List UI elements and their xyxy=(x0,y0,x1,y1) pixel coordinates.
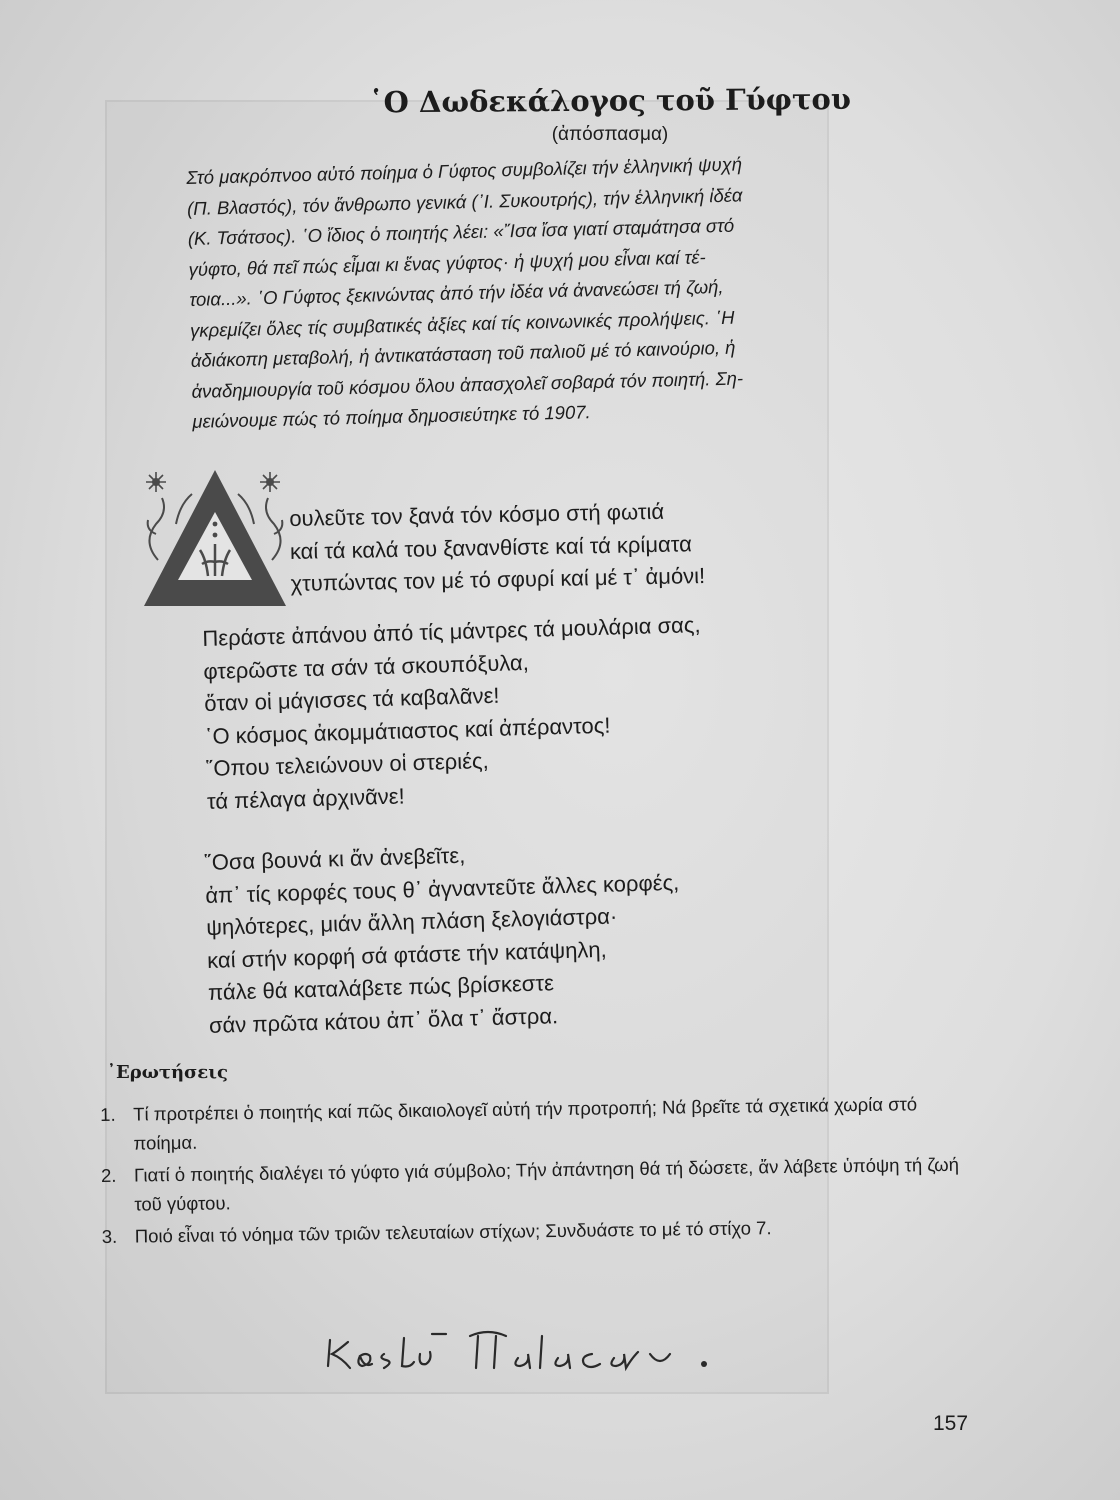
poem-line: ῾Ο κόσμος ἀκομμάτιαστος καί ἀπέραντος! xyxy=(204,712,611,749)
question-text: Ποιό εἶναι τό νόημα τῶν τριῶν τελευταίων στίχων; Συνδυάστε το μέ τό στίχο 7. xyxy=(134,1217,772,1247)
question-text: Γιατί ὁ ποιητής διαλέγει τό γύφτο γιά σύμβολο; Τήν ἀπάντηση θά τή δώσετε, ἄν λάβετε ὑπόψη τή ζωή τοῦ γύφτου. xyxy=(133,1153,960,1215)
questions-list xyxy=(100,1088,982,1254)
intro-line: ἀδιάκοπη μεταβολή, ἡ ἀντικατάσταση τοῦ παλιοῦ μέ τό καινούριο, ἡ xyxy=(190,336,736,371)
question-number: 3. xyxy=(101,1225,118,1247)
intro-line: Στό μακρόπνοο αὐτό ποίημα ὁ Γύφτος συμβολίζει τήν ἑλληνική ψυχή xyxy=(186,153,743,188)
poem-line: πάλε θά καταλάβετε πώς βρίσκεστε xyxy=(207,970,555,1006)
poem-stanza-2 xyxy=(202,598,1107,819)
intro-paragraph xyxy=(186,144,962,437)
questions-heading: ᾿Ερωτήσεις xyxy=(107,1062,228,1083)
poem-line: Περάστε ἀπάνου ἀπό τίς μάντρες τά μουλάρια σας, xyxy=(202,612,701,651)
poem-line: καί στήν κορφή σά φτάστε τήν κατάψηλη, xyxy=(206,936,608,973)
intro-line: γύφτο, θά πεῖ πώς εἶμαι κι ἕνας γύφτος· ἡ ψυχή μου εἶναι καί τέ- xyxy=(188,245,706,280)
question-number: 2. xyxy=(100,1164,117,1186)
intro-line: (Κ. Τσάτσος). ῾Ο ἴδιος ὁ ποιητής λέει: «῎Ισα ἴσα γιατί σταμάτησα στό xyxy=(187,214,735,249)
intro-line: μειώνουμε πώς τό ποίημα δημοσιεύτηκε τό 1907. xyxy=(192,401,591,432)
intro-line: (Π. Βλαστός), τόν ἄνθρωπο γενικά (᾿Ι. Συκουτρής), τήν ἑλληνική ἰδέα xyxy=(186,183,743,219)
poem-line: σάν πρῶτα κάτου ἀπ᾿ ὅλα τ᾿ ἄστρα. xyxy=(208,1003,559,1038)
page-number: 157 xyxy=(933,1412,969,1435)
page-title: ῾Ο Δωδεκάλογος τοῦ Γύφτου xyxy=(368,81,852,120)
poem-line: τά πέλαγα ἀρχινᾶνε! xyxy=(206,783,405,814)
question-text: Τί προτρέπει ὁ ποιητής καί πῶς δικαιολογεῖ αὐτή τήν προτροπή; Νά βρεῖτε τά σχετικά χωρία στό ποίημα. xyxy=(133,1093,918,1154)
poem-line: ψηλότερες, μιάν ἄλλη πλάση ξελογιάστρα· xyxy=(205,903,618,941)
poem-line: ἀπ᾿ τίς κορφές τους θ᾿ ἀγναντεῦτε ἄλλες κορφές, xyxy=(204,869,680,908)
poem-line: ῞Οσα βουνά κι ἄν ἀνεβεῖτε, xyxy=(204,842,466,875)
poem-line: ῞Οπου τελειώνουν οἱ στεριές, xyxy=(205,748,489,782)
poem-line: ουλεῦτε τον ξανά τόν κόσμο στή φωτιά xyxy=(289,498,665,531)
question-item xyxy=(101,1149,982,1219)
intro-line: ἀναδημιουργία τοῦ κόσμου ὅλου ἀπασχολεῖ σοβαρά τόν ποιητή. Ση- xyxy=(191,366,744,402)
handwritten-signature xyxy=(320,1318,780,1378)
poem-line: χτυπώντας τον μέ τό σφυρί καί μέ τ᾿ ἀμόνι! xyxy=(290,563,706,597)
poem-stanza-1 xyxy=(289,486,1120,601)
intro-line: τοια...». ῾Ο Γύφτος ξεκινώντας ἀπό τήν ἰδέα νά ἀνανεώσει τή ζωή, xyxy=(189,275,724,310)
question-item xyxy=(100,1088,981,1158)
question-number: 1. xyxy=(100,1103,116,1125)
page-subtitle: (ἀπόσπασμα) xyxy=(551,124,669,145)
delta-dropcap-ornament-icon xyxy=(140,464,290,609)
intro-line: γκρεμίζει ὅλες τίς συμβατικές ἀξίες καί τίς κοινωνικές προλήψεις. ῾Η xyxy=(189,306,735,341)
poem-stanza-3 xyxy=(204,822,1109,1043)
poem-line: ὅταν οἱ μάγισσες τά καβαλᾶνε! xyxy=(203,682,500,717)
poem-line: καί τά καλά του ξανανθίστε καί τά κρίματα xyxy=(289,530,693,564)
poem-line: φτερῶστε τα σάν τά σκουπόξυλα, xyxy=(202,649,530,684)
